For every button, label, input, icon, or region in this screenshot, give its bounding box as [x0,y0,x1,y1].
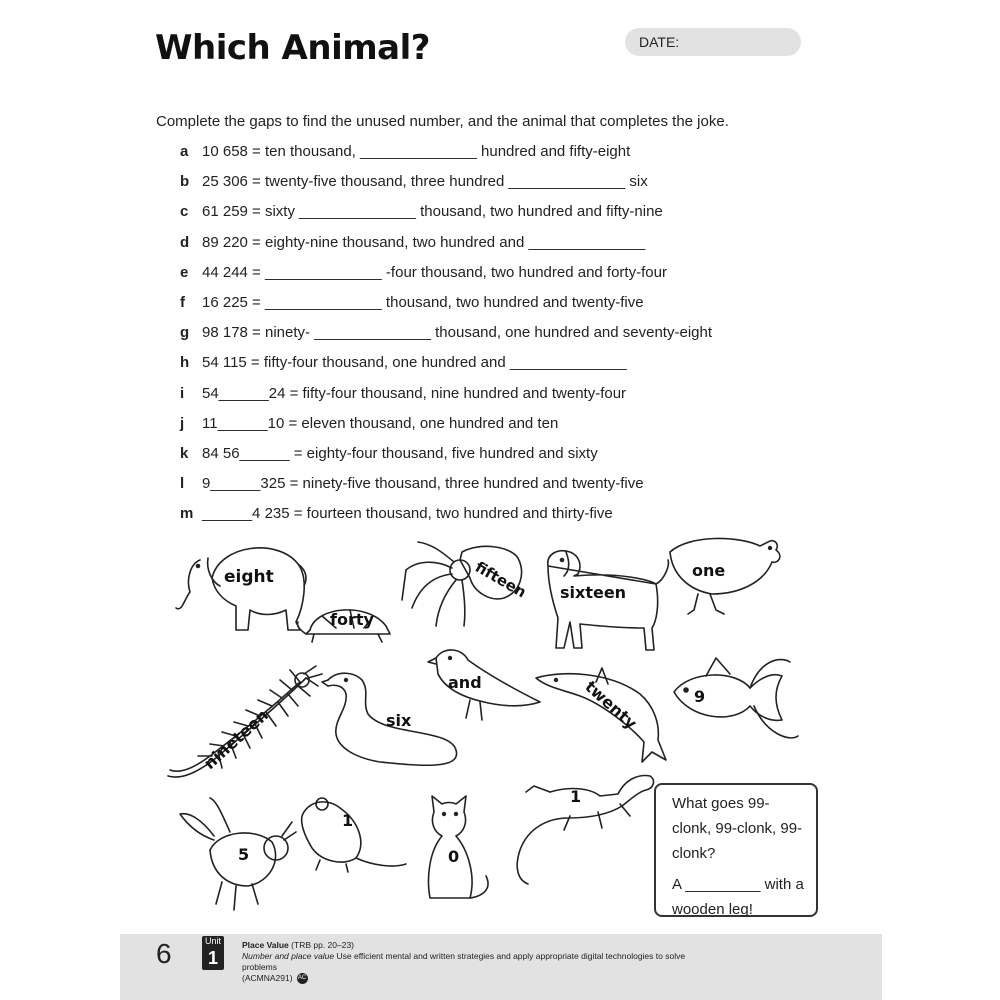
question-item [180,231,820,261]
curriculum-description: Use efficient mental and written strategies and apply appropriate digital technologies to solve problems [242,951,686,972]
question-item [180,351,820,381]
question-letter: d [180,233,190,251]
question-text: ______4 235 = fourteen thousand, two hundred and thirty-five [202,505,613,523]
question-item [180,140,820,170]
question-text: 61 259 = sixty ______________ thousand, two hundred and fifty-nine [202,203,663,221]
lizard-label: 1 [570,787,582,806]
dog-label: sixteen [560,583,627,602]
bee-label: 5 [238,845,250,864]
question-text: 89 220 = eighty-nine thousand, two hundred and ______________ [202,233,646,251]
question-letter: c [180,203,189,221]
question-item [180,321,820,351]
question-text: 16 225 = ______________ thousand, two hundred and twenty-five [202,293,644,311]
question-letter: k [180,444,189,462]
question-letter: i [180,384,185,402]
centipede-label: nineteen [199,705,273,773]
question-text: 9______325 = ninety-five thousand, three hundred and twenty-five [202,475,644,493]
curriculum-info [242,940,702,984]
question-letter: f [180,293,185,311]
question-text: 10 658 = ten thousand, ______________ hundred and fifty-eight [202,143,631,160]
page-number: 6 [156,938,172,969]
question-list [180,140,820,532]
joke-answer [672,872,806,922]
page-footer [120,934,882,1000]
question-text: 84 56______ = eighty-four thousand, five hundred and sixty [202,444,598,462]
question-item [180,472,820,502]
question-letter: b [180,173,190,191]
question-text: 98 178 = ninety- ______________ thousand, one hundred and seventy-eight [202,324,712,342]
joke-box [654,783,818,917]
mouse-illustration [302,798,406,872]
question-letter: m [180,505,194,523]
unit-label: Unit [204,936,221,946]
joke-answer-blank[interactable]: _________ [685,876,761,893]
section-title: Place Value [242,940,289,950]
mouse-label: 1 [342,811,354,830]
snake-label: six [386,711,412,730]
question-item [180,261,820,291]
question-item [180,382,820,412]
curriculum-code: (ACMNA291) [242,973,293,983]
instructions: Complete the gaps to find the unused number, and the animal that completes the joke. [156,113,729,130]
unit-badge [202,936,224,970]
unit-number: 1 [207,948,218,968]
question-item [180,170,820,200]
question-letter: e [180,263,189,281]
question-item [180,412,820,442]
question-letter: a [180,143,189,160]
question-letter: j [180,414,185,432]
question-text: 54 115 = fifty-four thousand, one hundred and ______________ [202,354,627,372]
question-text: 25 306 = twenty-five thousand, three hundred ______________ six [202,173,648,191]
question-letter: h [180,354,190,372]
elephant-label: eight [224,567,274,587]
ac-icon: AC [297,973,308,984]
question-text: 11______10 = eleven thousand, one hundred and ten [202,414,559,432]
section-ref: (TRB pp. 20–23) [291,940,355,950]
bird-illustration [428,650,540,720]
lizard-illustration [517,776,653,884]
elephant-illustration [176,548,306,630]
question-item [180,442,820,472]
question-text: 54______24 = fifty-four thousand, nine hundred and twenty-four [202,384,627,402]
date-field[interactable] [625,28,801,56]
question-letter: g [180,324,190,342]
bird-label: and [448,673,482,692]
fish-illustration [674,658,798,738]
spider-label: fifteen [472,557,530,602]
fish-label: 9 [694,687,706,706]
curriculum-strand: Number and place value [242,951,335,961]
tortoise-label: forty [330,610,374,629]
question-item [180,502,820,532]
page-title: Which Animal? [155,28,430,68]
joke-question: What goes 99-clonk, 99-clonk, 99-clonk? [672,795,803,862]
cat-label: 0 [448,847,460,866]
hen-label: one [692,561,726,580]
question-text: 44 244 = ______________ -four thousand, two hundred and forty-four [202,263,667,281]
question-item [180,200,820,230]
question-letter: l [180,475,185,493]
date-label: DATE: [639,34,680,50]
dolphin-label: twenty [581,676,641,733]
question-item [180,291,820,321]
joke-answer-end: with a wooden leg! [672,876,804,918]
joke-answer-start: A [672,876,682,893]
